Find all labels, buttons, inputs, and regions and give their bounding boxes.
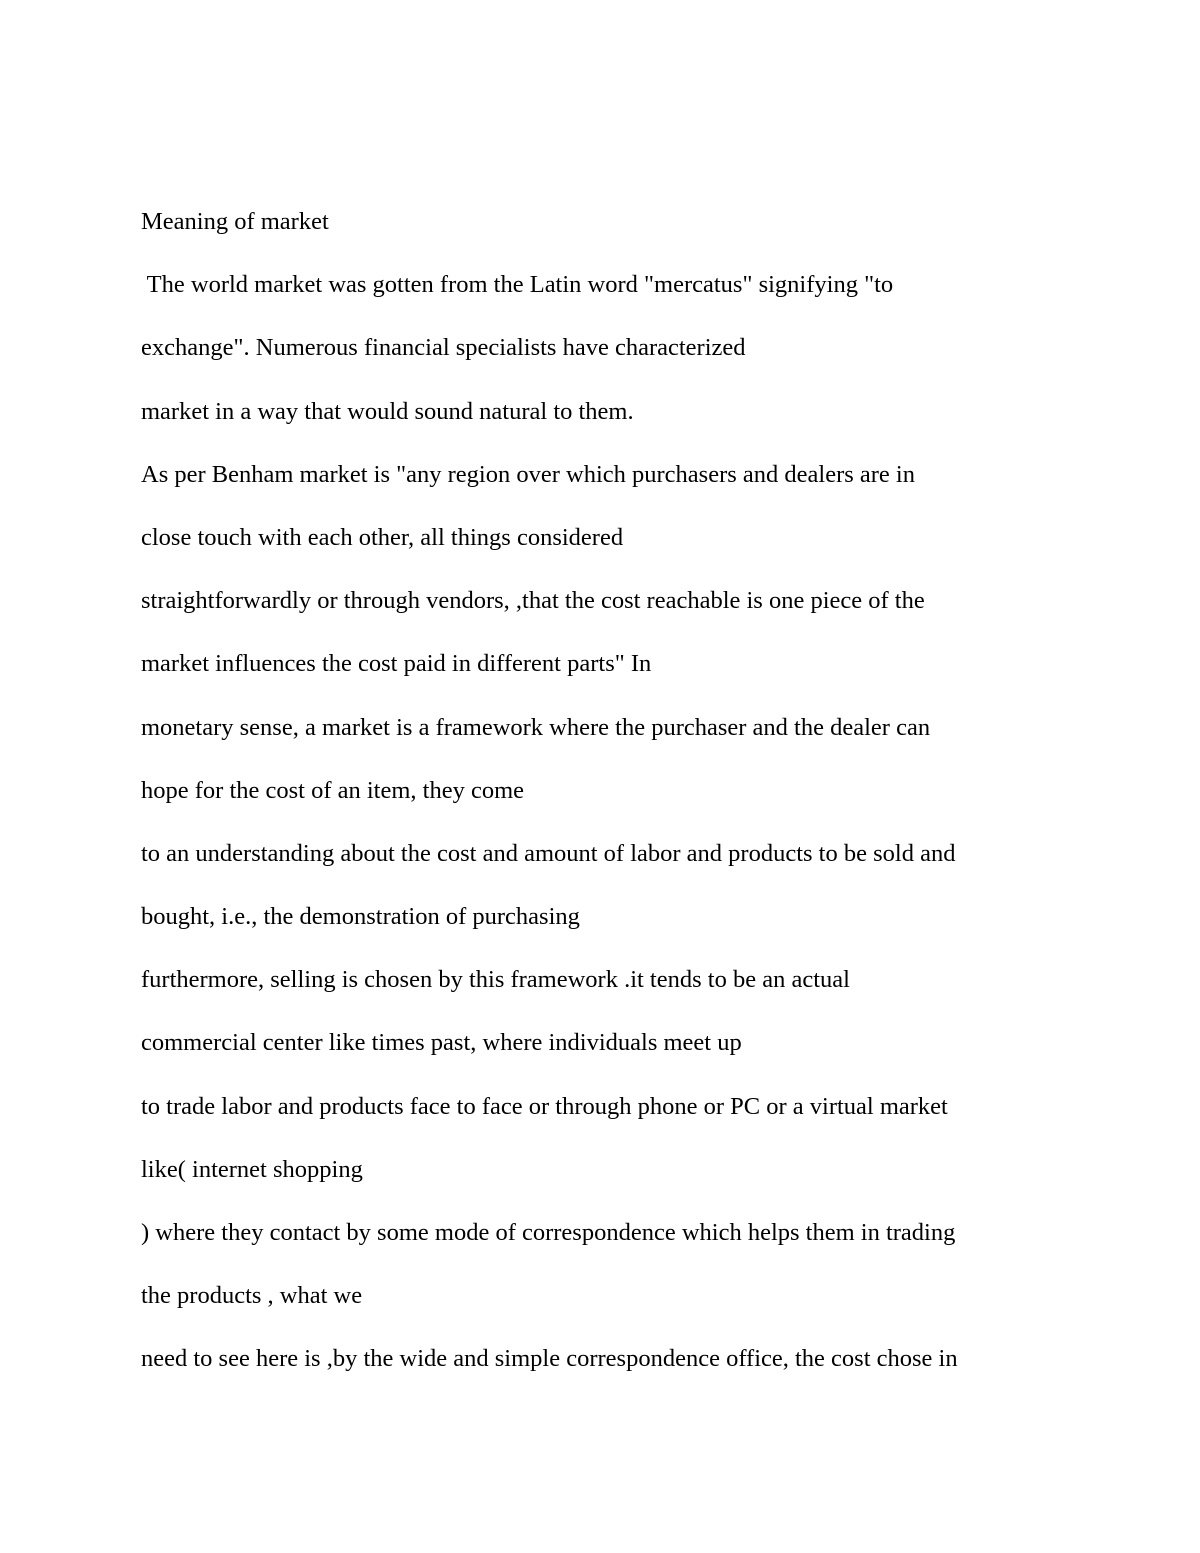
body-line: monetary sense, a market is a framework where the purchaser and the dealer can [141,713,931,741]
body-line: straightforwardly or through vendors, ,that the cost reachable is one piece of the [141,587,925,615]
body-line: furthermore, selling is chosen by this framework .it tends to be an actual [141,966,850,994]
body-line: like( internet shopping [141,1155,363,1183]
body-line: close touch with each other, all things considered [141,523,624,551]
body-line: bought, i.e., the demonstration of purchasing [141,903,580,931]
body-line: ) where they contact by some mode of correspondence which helps them in trading [141,1219,956,1246]
body-line: market in a way that would sound natural to them. [141,397,634,425]
body-line: hope for the cost of an item, they come [141,776,525,804]
body-line: market influences the cost paid in different parts" In [141,650,652,678]
body-line: to trade labor and products face to face or through phone or PC or a virtual market [141,1092,948,1120]
body-line: commercial center like times past, where individuals meet up [141,1029,742,1057]
body-line: to an understanding about the cost and amount of labor and products to be sold and [141,839,956,867]
body-line: need to see here is ,by the wide and simple correspondence office, the cost chose in [141,1345,958,1373]
body-line: exchange". Numerous financial specialists have characterized [141,334,746,362]
document-body [141,203,1101,1404]
document-title: Meaning of market [141,208,329,235]
body-line: The world market was gotten from the Latin word "mercatus" signifying "to [141,271,894,299]
body-line: As per Benham market is "any region over which purchasers and dealers are in [141,460,915,488]
body-line: the products , what we [141,1282,363,1310]
